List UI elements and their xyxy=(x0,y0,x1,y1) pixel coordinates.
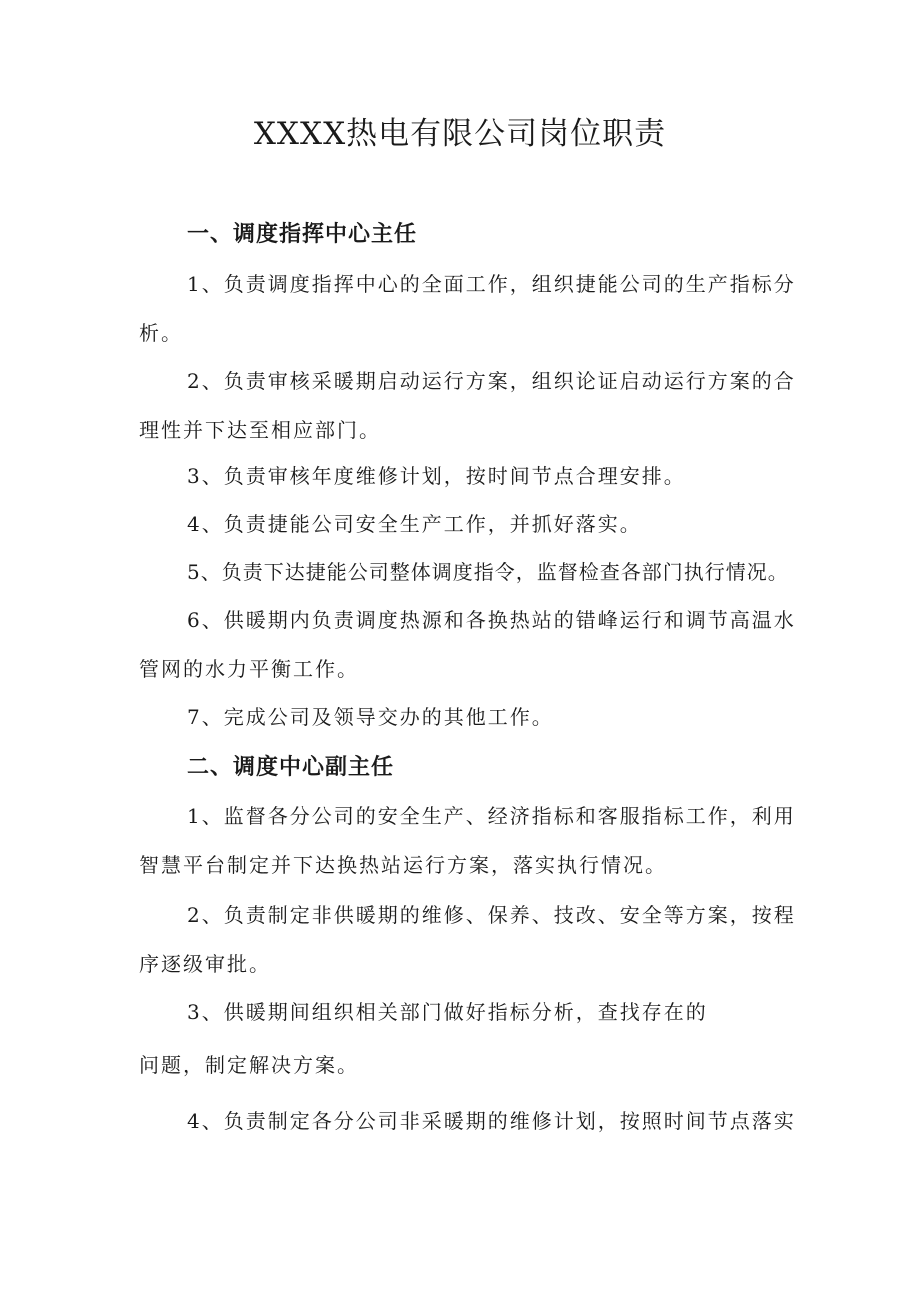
section-2-item-3-line-1: 3、供暖期间组织相关部门做好指标分析，查找存在的 xyxy=(187,1000,708,1024)
section-2-item-2-line-2: 序逐级审批。 xyxy=(139,952,271,976)
section-2-item-1-line-1: 1、监督各分公司的安全生产、经济指标和客服指标工作，利用 xyxy=(187,804,796,828)
section-1-item-7: 7、完成公司及领导交办的其他工作。 xyxy=(187,705,554,729)
section-1-item-3: 3、负责审核年度维修计划，按时间节点合理安排。 xyxy=(187,464,686,488)
section-1-item-1-line-1: 1、负责调度指挥中心的全面工作，组织捷能公司的生产指标分 xyxy=(187,272,796,296)
section-1-item-4: 4、负责捷能公司安全生产工作，并抓好落实。 xyxy=(187,512,642,536)
section-heading-2: 二、调度中心副主任 xyxy=(187,755,395,780)
section-heading-1: 一、调度指挥中心主任 xyxy=(187,222,418,247)
section-1-item-2-line-2: 理性并下达至相应部门。 xyxy=(139,418,381,442)
section-2-item-2-line-1: 2、负责制定非供暖期的维修、保养、技改、安全等方案，按程 xyxy=(187,903,796,927)
section-1-item-1-line-2: 析。 xyxy=(139,321,183,345)
section-1-item-5: 5、负责下达捷能公司整体调度指令，监督检查各部门执行情况。 xyxy=(187,560,789,584)
section-1-item-6-line-2: 管网的水力平衡工作。 xyxy=(139,657,359,681)
section-2-item-3-line-2: 问题，制定解决方案。 xyxy=(139,1053,359,1077)
section-1-item-2-line-1: 2、负责审核采暖期启动运行方案，组织论证启动运行方案的合 xyxy=(187,369,796,393)
section-2-item-1-line-2: 智慧平台制定并下达换热站运行方案，落实执行情况。 xyxy=(139,853,667,877)
section-2-item-4-line-1: 4、负责制定各分公司非采暖期的维修计划，按照时间节点落实 xyxy=(187,1109,796,1133)
document-title: XXXX热电有限公司岗位职责 xyxy=(253,116,667,152)
section-1-item-6-line-1: 6、供暖期内负责调度热源和各换热站的错峰运行和调节高温水 xyxy=(187,608,796,632)
